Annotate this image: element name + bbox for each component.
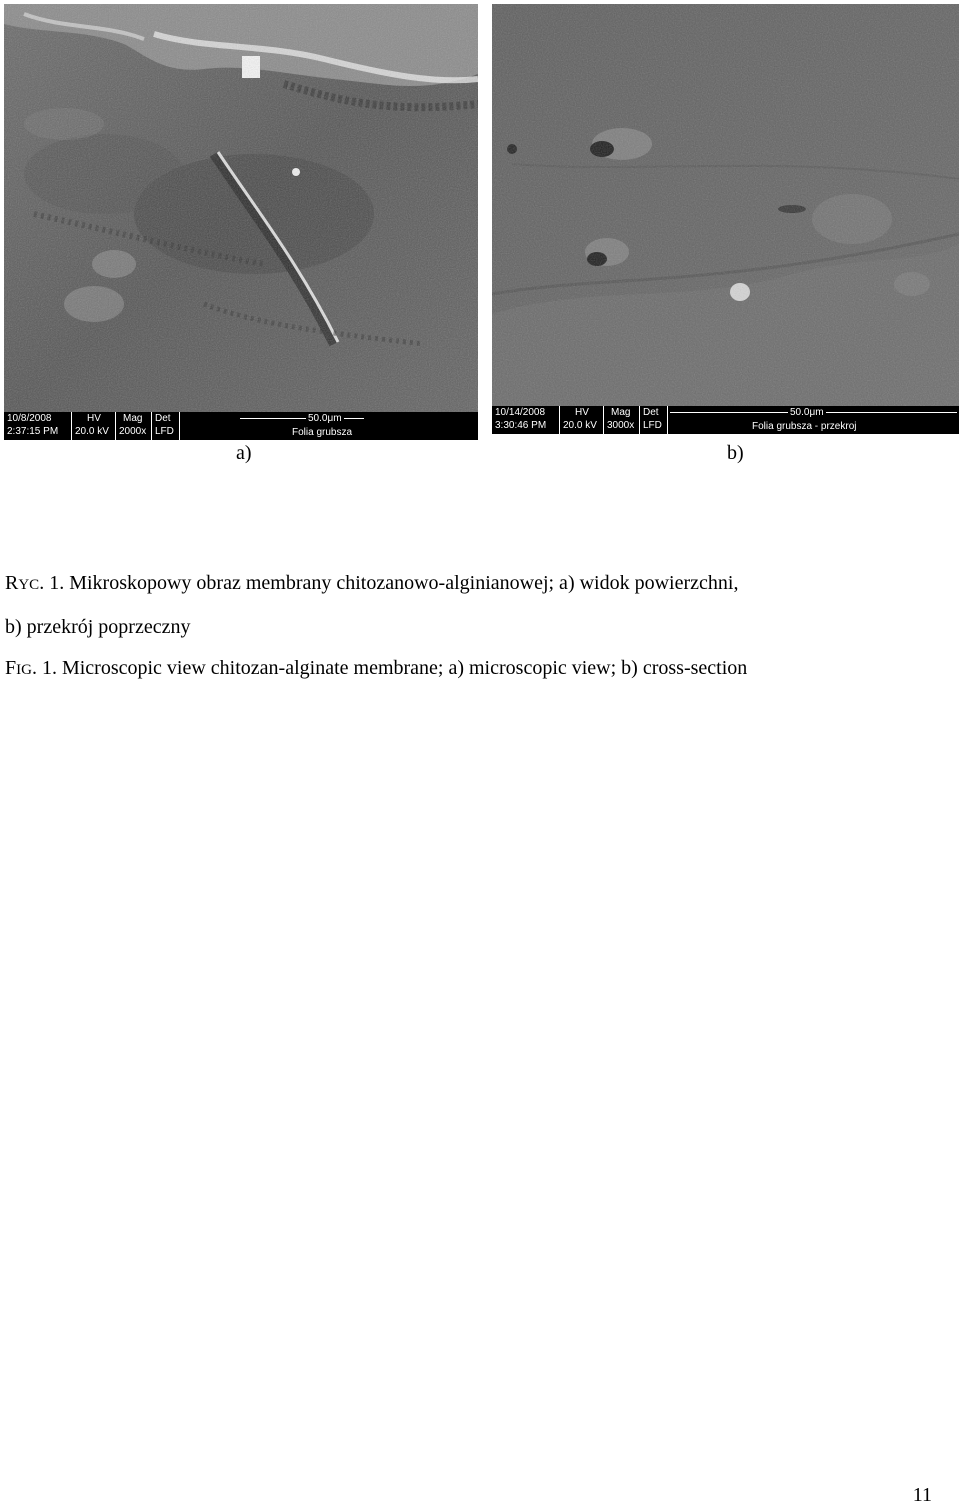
- caption-english: [5, 657, 747, 680]
- sem-image-b: [492, 4, 959, 434]
- caption-text: . 1. Mikroskopowy obraz membrany chitozanowo-alginianowej; a) widok powierzchni,: [39, 572, 739, 594]
- acquisition-time: 3:30:46 PM: [495, 420, 547, 431]
- sem-databar-a: [4, 412, 478, 440]
- det-label: Det: [155, 413, 171, 424]
- sample-name: Folia grubsza - przekroj: [752, 421, 857, 432]
- hv-value: 20.0 kV: [75, 426, 109, 437]
- caption-prefix-initial: R: [5, 572, 19, 594]
- scale-label: 50.0μm: [308, 413, 342, 424]
- page-number: 11: [912, 1484, 932, 1506]
- panel-label-b: b): [727, 442, 744, 464]
- acquisition-time: 2:37:15 PM: [7, 426, 59, 437]
- hv-label: HV: [87, 413, 101, 424]
- acquisition-date: 10/8/2008: [7, 413, 52, 424]
- det-value: LFD: [643, 420, 662, 431]
- sem-databar-b: [492, 406, 959, 434]
- det-value: LFD: [155, 426, 174, 437]
- caption-polish-line1: [5, 572, 738, 595]
- det-label: Det: [643, 407, 659, 418]
- scale-bar: [240, 418, 364, 419]
- sem-micrograph-cross-section: [492, 4, 959, 406]
- sem-image-a: [4, 4, 478, 440]
- panel-label-a: a): [236, 442, 252, 464]
- hv-label: HV: [575, 407, 589, 418]
- caption-prefix-smallcaps: IG: [16, 662, 32, 678]
- acquisition-date: 10/14/2008: [495, 407, 546, 418]
- scale-label: 50.0μm: [790, 407, 824, 418]
- caption-prefix-initial: F: [5, 657, 17, 679]
- mag-label: Mag: [611, 407, 631, 418]
- sample-name: Folia grubsza: [292, 427, 353, 438]
- sem-micrograph-surface: [4, 4, 478, 412]
- caption-prefix-smallcaps: YC: [18, 577, 40, 593]
- caption-text: . 1. Microscopic view chitozan-alginate membrane; a) microscopic view; b) cross-section: [31, 657, 748, 679]
- mag-label: Mag: [123, 413, 143, 424]
- hv-value: 20.0 kV: [563, 420, 597, 431]
- caption-polish-line2: b) przekrój poprzeczny: [5, 616, 191, 638]
- mag-value: 3000x: [607, 420, 635, 431]
- mag-value: 2000x: [119, 426, 147, 437]
